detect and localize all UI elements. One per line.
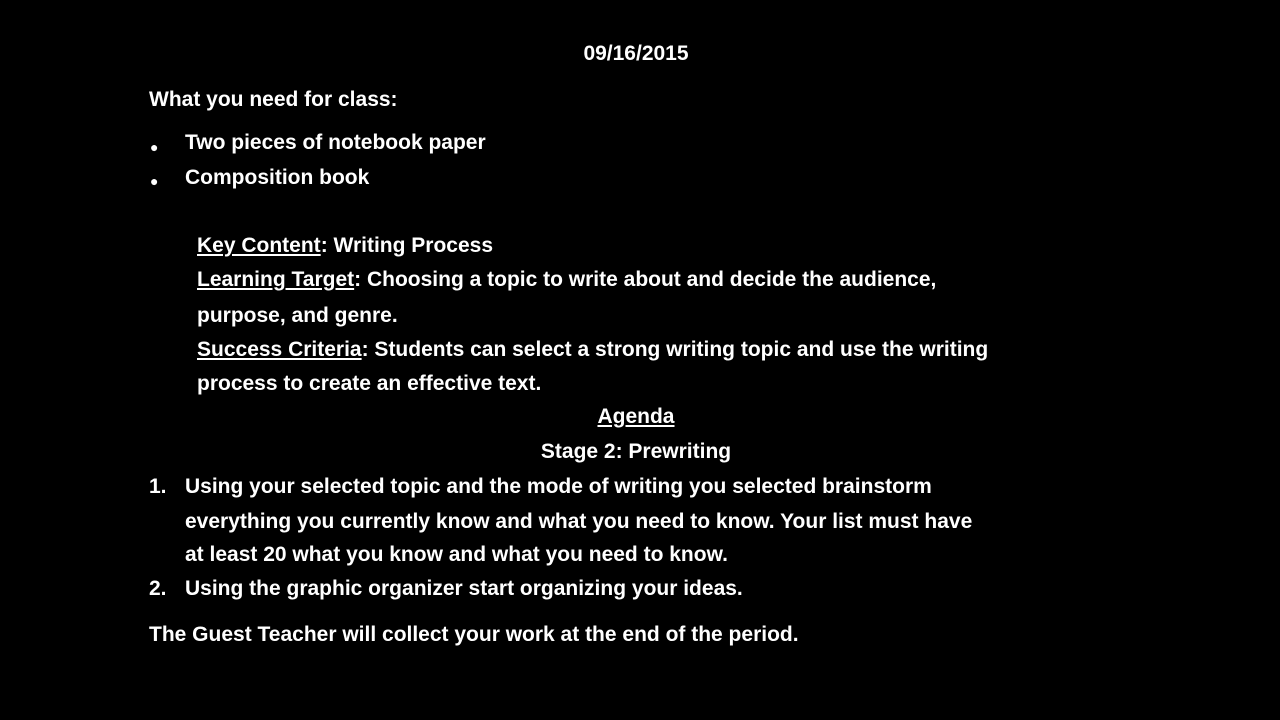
learning-target-line2: purpose, and genre. — [197, 304, 398, 327]
success-criteria-line2: process to create an effective text. — [197, 372, 542, 395]
list-item-text: Two pieces of notebook paper — [185, 131, 486, 154]
learning-target — [197, 268, 936, 292]
learning-target-label: Learning Target — [197, 268, 355, 291]
step-line: Using the graphic organizer start organizing your ideas. — [185, 577, 743, 600]
step-number: 2. — [149, 577, 167, 600]
need-heading: What you need for class: — [149, 88, 398, 111]
footer-note: The Guest Teacher will collect your work at the end of the period. — [149, 623, 799, 646]
date: 09/16/2015 — [583, 42, 689, 65]
list-item-text: Composition book — [185, 166, 370, 189]
step-line: at least 20 what you know and what you need to know. — [185, 543, 728, 566]
agenda-title: Agenda — [597, 405, 675, 428]
stage-title: Stage 2: Prewriting — [540, 440, 732, 463]
success-criteria — [197, 338, 988, 362]
bullet-icon: ● — [150, 139, 159, 155]
step-line: Using your selected topic and the mode of writing you selected brainstorm — [185, 475, 932, 498]
key-content — [197, 234, 493, 258]
bullet-icon: ● — [150, 173, 159, 189]
step-line: everything you currently know and what you need to know. Your list must have — [185, 510, 973, 533]
key-content-value: : Writing Process — [320, 234, 494, 257]
step-number: 1. — [149, 475, 167, 498]
success-criteria-label: Success Criteria — [197, 338, 362, 361]
learning-target-line1: : Choosing a topic to write about and decide the audience, — [354, 268, 937, 291]
success-criteria-line1: : Students can select a strong writing topic and use the writing — [361, 338, 989, 361]
key-content-label: Key Content — [197, 234, 321, 257]
